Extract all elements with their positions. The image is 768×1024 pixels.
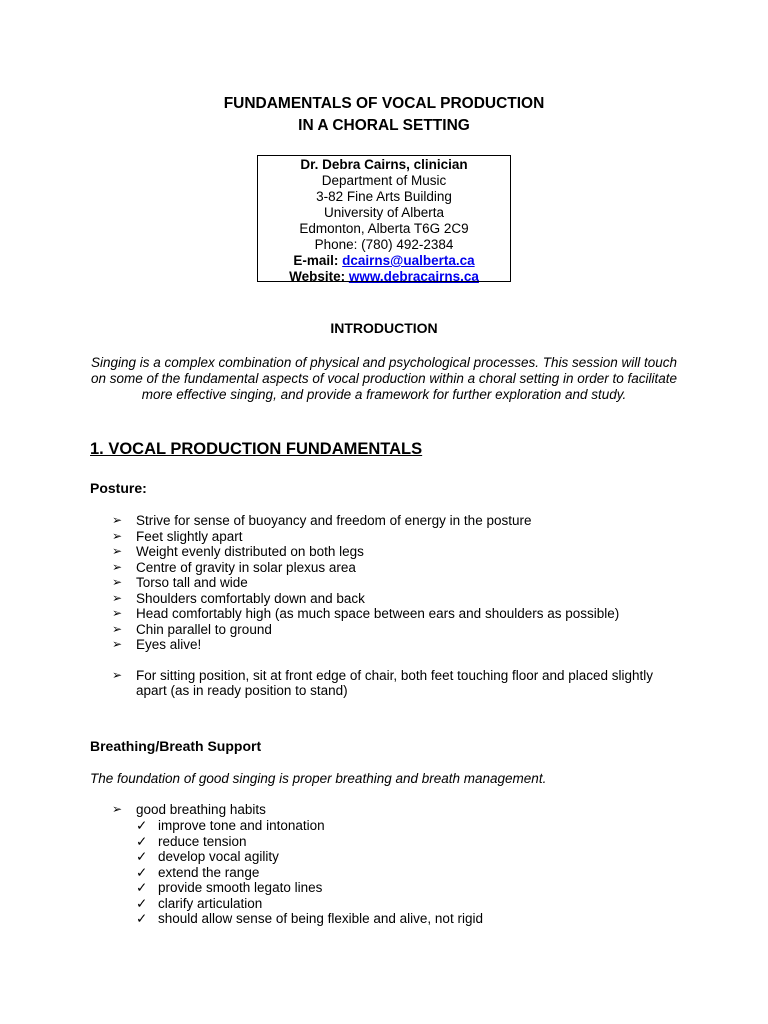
website-link[interactable]: www.debracairns.ca — [348, 269, 479, 284]
arrow-bullet-icon: ➢ — [112, 590, 123, 605]
title-line-2: IN A CHORAL SETTING — [298, 117, 470, 134]
list-item: ➢ Feet slightly apart — [112, 528, 243, 544]
city: Edmonton, Alberta T6G 2C9 — [299, 221, 469, 236]
document-title — [0, 93, 768, 137]
list-item: ➢ Weight evenly distributed on both legs — [112, 544, 364, 559]
checkmark-icon: ✓ — [136, 911, 148, 926]
list-item: ✓ extend the range — [136, 864, 260, 880]
phone: Phone: (780) 492-2384 — [314, 237, 454, 252]
section-heading: 1. VOCAL PRODUCTION FUNDAMENTALS — [90, 440, 423, 458]
contact-box — [257, 155, 511, 282]
arrow-bullet-icon: ➢ — [112, 621, 123, 636]
checkmark-icon: ✓ — [136, 880, 148, 895]
list-item: ➢ Chin parallel to ground — [112, 621, 272, 637]
list-item: ➢ For sitting position, sit at front edge of chair, both feet touching floor and placed slightly apart (as in ready position to stand) — [112, 667, 654, 698]
email-link[interactable]: dcairns@ualberta.ca — [342, 253, 475, 268]
list-item: ✓ develop vocal agility — [136, 849, 279, 864]
building: 3-82 Fine Arts Building — [316, 189, 452, 204]
breathing-lead: The foundation of good singing is proper breathing and breath management. — [90, 771, 547, 786]
arrow-bullet-icon: ➢ — [112, 667, 123, 682]
email-line — [258, 253, 510, 269]
website-line — [258, 269, 510, 285]
list-item: ➢ Torso tall and wide — [112, 575, 248, 590]
arrow-bullet-icon: ➢ — [112, 559, 123, 574]
intro-heading: INTRODUCTION — [330, 320, 438, 336]
title-line-1: FUNDAMENTALS OF VOCAL PRODUCTION — [223, 95, 545, 112]
department: Department of Music — [321, 173, 447, 188]
checkmark-icon: ✓ — [136, 849, 148, 864]
arrow-bullet-icon: ➢ — [112, 544, 123, 558]
intro-text: Singing is a complex combination of physical and psychological processes. This session will touch on some of the fundamental aspects of vocal production within a choral setting in order to facilitate more effective singing, and provide a framework for further exploration and study. — [90, 355, 678, 402]
posture-heading: Posture: — [90, 480, 147, 496]
list-item: ➢ Head comfortably high (as much space between ears and shoulders as possible) — [112, 606, 620, 621]
list-item: ✓ provide smooth legato lines — [136, 880, 323, 895]
arrow-bullet-icon: ➢ — [112, 575, 123, 589]
arrow-bullet-icon: ➢ — [112, 606, 123, 620]
list-item: ✓ improve tone and intonation — [136, 818, 325, 833]
arrow-bullet-icon: ➢ — [112, 513, 123, 527]
checkmark-icon: ✓ — [136, 895, 148, 911]
website-label: Website: — [289, 269, 346, 284]
checkmark-icon: ✓ — [136, 833, 148, 849]
email-label: E-mail: — [293, 253, 339, 268]
list-item: ➢ Eyes alive! — [112, 637, 202, 652]
list-item: ➢ Shoulders comfortably down and back — [112, 590, 365, 606]
checkmark-icon: ✓ — [136, 864, 148, 880]
arrow-bullet-icon: ➢ — [112, 637, 123, 651]
list-item: ➢ good breathing habits — [112, 802, 266, 817]
checkmark-icon: ✓ — [136, 818, 148, 833]
clinician-name: Dr. Debra Cairns, clinician — [300, 157, 468, 172]
list-item: ➢ Centre of gravity in solar plexus area — [112, 559, 356, 575]
breathing-checklist — [136, 818, 483, 927]
university: University of Alberta — [323, 205, 445, 220]
arrow-bullet-icon: ➢ — [112, 802, 123, 816]
list-item: ➢ Strive for sense of buoyancy and freedom of energy in the posture — [112, 513, 532, 528]
breathing-list — [112, 802, 682, 818]
posture-list — [112, 513, 682, 699]
arrow-bullet-icon: ➢ — [112, 528, 123, 543]
list-item: ✓ clarify articulation — [136, 895, 263, 911]
list-item: ✓ should allow sense of being flexible and alive, not rigid — [136, 911, 483, 926]
list-item: ✓ reduce tension — [136, 833, 247, 849]
breathing-heading: Breathing/Breath Support — [90, 738, 262, 754]
